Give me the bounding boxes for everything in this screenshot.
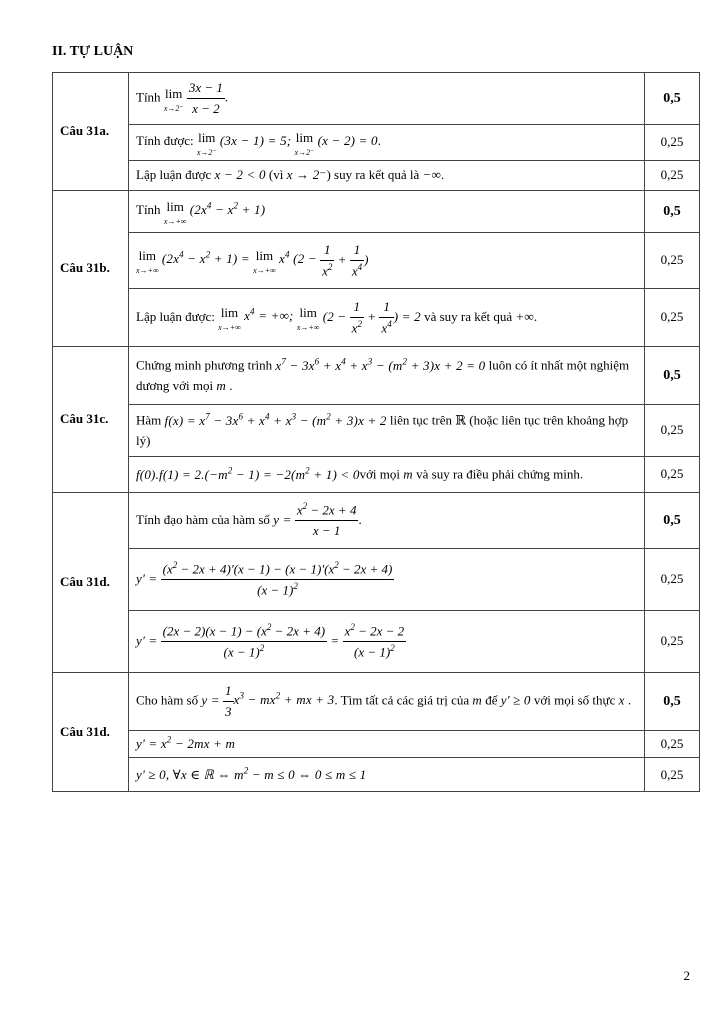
table-row <box>53 191 700 233</box>
answer-cell: y' = $\frac{(2x - 2)(x - 1) - (x^2 - 2x + 4)}{(x - 1)^2}$ = $\frac{x^2 - 2x - 2}{(x - 1)^2}$ <box>129 611 645 673</box>
points-cell: 0,25 <box>645 161 700 191</box>
answer-cell: $y' = x^2 - 2mx + m$ <box>129 731 645 758</box>
points-cell: 0,5 <box>645 347 700 405</box>
points-cell: 0,25 <box>645 549 700 611</box>
points-cell: 0,25 <box>645 233 700 289</box>
answer-cell: Lập luận được: lim x→+∞ $x^4$ = +∞; lim x→+∞ (2 − $\frac{1}{x^2}$ + $\frac{1}{x^4}$ ) = 2 và suy ra kết quả +∞. <box>129 289 645 347</box>
points-cell: 0,25 <box>645 289 700 347</box>
question-label: Câu 31a. <box>53 73 129 191</box>
table-row <box>53 673 700 731</box>
table-row <box>53 347 700 405</box>
table-row <box>53 493 700 549</box>
answer-cell: y' ≥ 0, ∀x ∈ ℝ ⇔ $m^2 - m \le 0$ ⇔ 0 ≤ m ≤ 1 <box>129 758 645 792</box>
table-row <box>53 289 700 347</box>
table-row <box>53 611 700 673</box>
answer-cell: Hàm $f(x) = x^7 - 3x^6 + x^4 + x^3 - (m^2 + 3)x + 2$ liên tục trên ℝ (hoặc liên tục trên khoảng hợp lý) <box>129 405 645 457</box>
points-cell: 0,5 <box>645 191 700 233</box>
answer-cell: $f(0).f(1) = 2.(-m^2 - 1) = -2(m^2 + 1)$ < 0với mọi m và suy ra điều phải chứng minh. <box>129 457 645 493</box>
answer-cell: y' = $\frac{(x^2 - 2x + 4)'(x - 1) - (x - 1)'(x^2 - 2x + 4)}{(x - 1)^2}$ <box>129 549 645 611</box>
page-number: 2 <box>683 968 690 983</box>
table-row <box>53 457 700 493</box>
table-row <box>53 731 700 758</box>
points-cell: 0,25 <box>645 405 700 457</box>
points-cell: 0,25 <box>645 457 700 493</box>
answer-cell: Chứng minh phương trình $x^7 - 3x^6 + x^4 + x^3 - (m^2 + 3)x + 2 = 0$ luôn có ít nhất một nghiệm dương với mọi m . <box>129 347 645 405</box>
answer-cell: Tính lim x→2⁻ $\frac{3x - 1}{x - 2}$ . <box>129 73 645 125</box>
table-row <box>53 73 700 125</box>
answer-cell: Tính đạo hàm của hàm số y = $\frac{x^2 - 2x + 4}{x - 1}$ . <box>129 493 645 549</box>
points-cell: 0,25 <box>645 125 700 161</box>
question-label: Câu 31d. <box>53 673 129 792</box>
answer-table <box>52 72 700 792</box>
question-label: Câu 31c. <box>53 347 129 493</box>
question-label: Câu 31b. <box>53 191 129 347</box>
question-label: Câu 31d. <box>53 493 129 673</box>
table-row <box>53 161 700 191</box>
section-title: II. TỰ LUẬN <box>52 44 134 59</box>
table-row <box>53 405 700 457</box>
table-row <box>53 758 700 792</box>
points-cell: 0,5 <box>645 493 700 549</box>
points-cell: 0,25 <box>645 611 700 673</box>
answer-cell: Tính được: lim x→2⁻ (3x − 1) = 5; lim x→2⁻ (x − 2) = 0. <box>129 125 645 161</box>
answer-cell: Cho hàm số y = $\frac{1}{3}$ $x^3 - mx^2$ + mx + 3. Tìm tất cả các giá trị của m để y' ≥ 0 với mọi số thực x . <box>129 673 645 731</box>
table-row <box>53 125 700 161</box>
points-cell: 0,5 <box>645 73 700 125</box>
answer-cell: Tính lim x→+∞ $(2x^4 - x^2 + 1)$ <box>129 191 645 233</box>
points-cell: 0,25 <box>645 758 700 792</box>
table-row <box>53 233 700 289</box>
points-cell: 0,25 <box>645 731 700 758</box>
points-cell: 0,5 <box>645 673 700 731</box>
table-row <box>53 549 700 611</box>
answer-cell: lim x→+∞ $(2x^4 - x^2 + 1)$ = lim x→+∞ $x^4$ (2 − $\frac{1}{x^2}$ + $\frac{1}{x^4}$ ) <box>129 233 645 289</box>
answer-cell: Lập luận được x − 2 < 0 (vì x → 2⁻) suy ra kết quả là −∞. <box>129 161 645 191</box>
